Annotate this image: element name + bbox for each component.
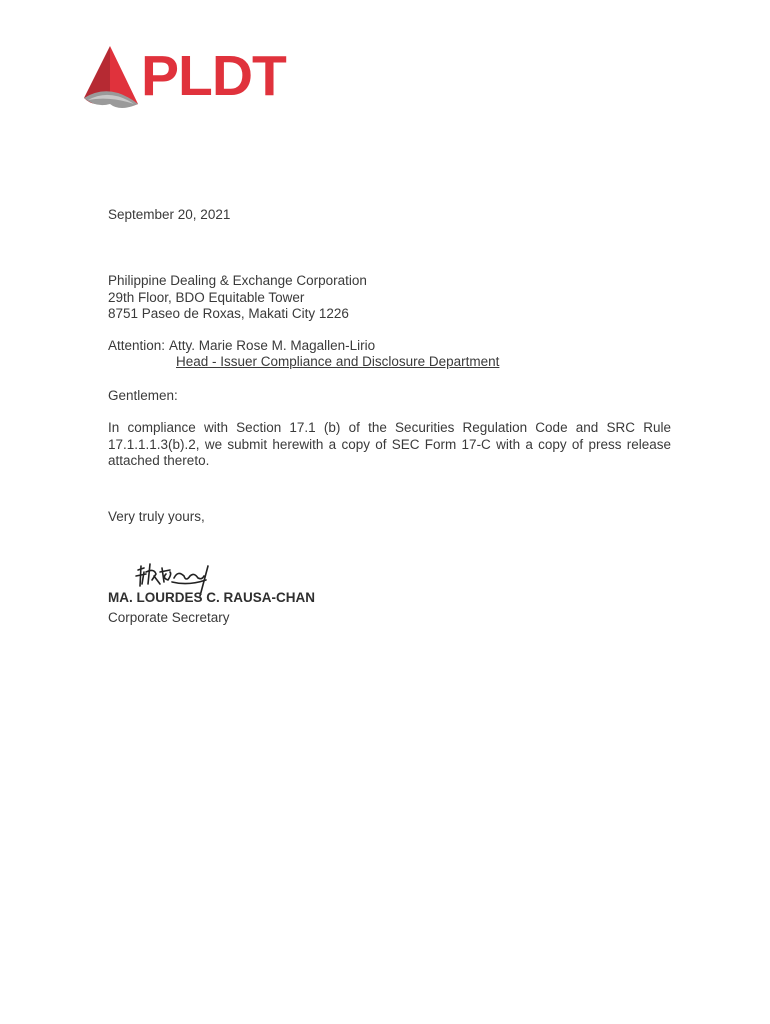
letter-body: In compliance with Section 17.1 (b) of the Securities Regulation Code and SRC Rule 17.1.1.1.3(b).2, we submit herewith a copy of SEC Form 17-C with a copy of press release attached thereto. [108, 420, 671, 468]
signer-name: MA. LOURDES C. RAUSA-CHAN [108, 590, 315, 605]
attention-line [108, 338, 375, 354]
recipient-name: Philippine Dealing & Exchange Corporation [108, 273, 367, 288]
recipient-address-line1: 29th Floor, BDO Equitable Tower [108, 290, 305, 305]
letter-date: September 20, 2021 [108, 207, 231, 222]
attention-department: Head - Issuer Compliance and Disclosure Department [176, 354, 500, 369]
salutation: Gentlemen: [108, 388, 178, 403]
attention-person: Atty. Marie Rose M. Magallen-Lirio [169, 338, 376, 353]
signer-title: Corporate Secretary [108, 610, 230, 625]
attention-label: Attention: [108, 338, 166, 353]
pldt-logo-icon [80, 42, 142, 112]
pldt-logo [80, 42, 286, 112]
closing: Very truly yours, [108, 509, 205, 524]
recipient-address-line2: 8751 Paseo de Roxas, Makati City 1226 [108, 306, 349, 321]
logo-wordmark: PLDT [141, 44, 286, 108]
